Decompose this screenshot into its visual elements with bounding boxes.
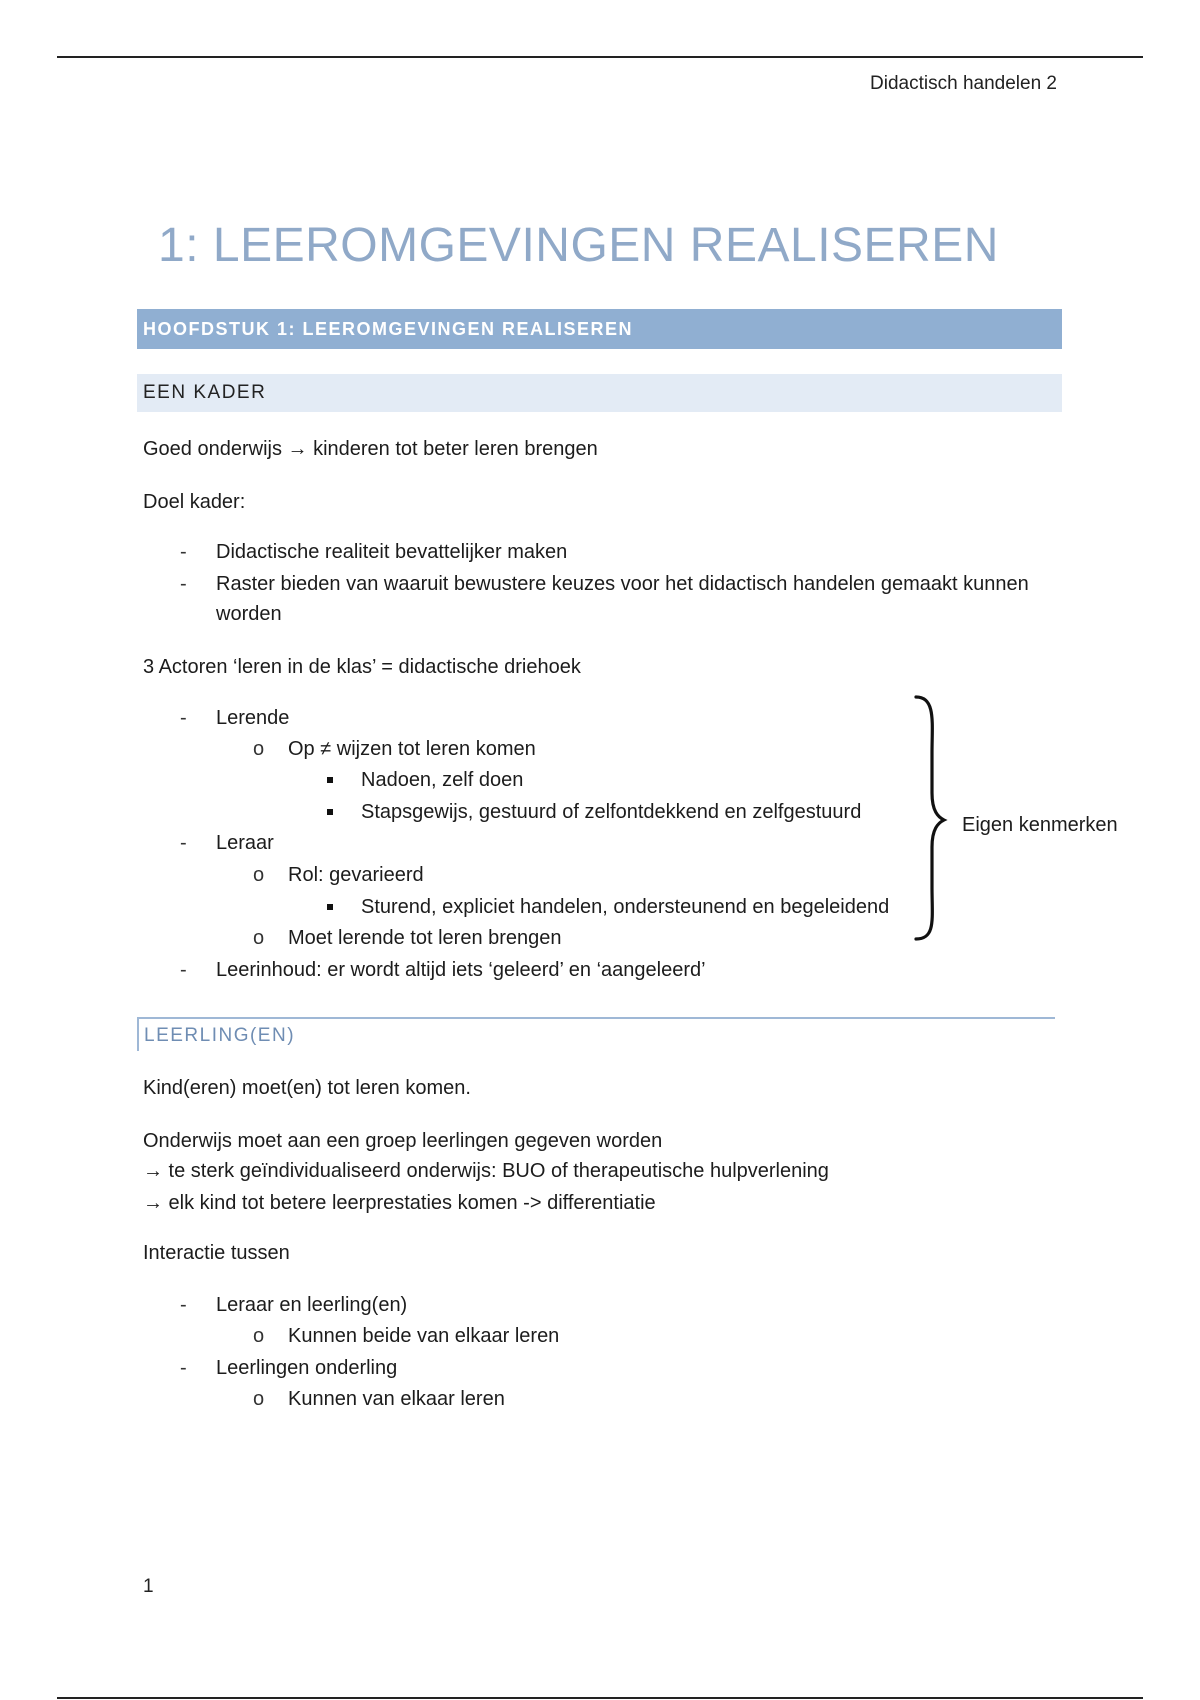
list-item-interactie: Leraar en leerling(en) xyxy=(216,1294,408,1316)
paragraph-goed-onderwijs: Goed onderwijs → kinderen tot beter leren brengen xyxy=(143,438,598,460)
running-header: Didactisch handelen 2 xyxy=(870,73,1057,94)
list-item-leerinhoud: Leerinhoud: er wordt altijd iets ‘geleerd’ en ‘aangeleerd’ xyxy=(216,959,706,981)
list-item-doel-continued: worden xyxy=(216,603,282,625)
sub-item-lerende: Op ≠ wijzen tot leren komen xyxy=(288,738,536,760)
page-number: 1 xyxy=(143,1576,154,1597)
list-item-lerende: Lerende xyxy=(216,707,290,729)
circle-bullet: o xyxy=(253,864,265,886)
list-item-doel: Raster bieden van waaruit bewustere keuzes voor het didactisch handelen gemaakt kunnen xyxy=(216,573,1029,595)
circle-bullet: o xyxy=(253,738,265,760)
sub-sub-item: Stapsgewijs, gestuurd of zelfontdekkend en zelfgestuurd xyxy=(361,801,862,823)
header-rule xyxy=(57,56,1143,58)
sub-item-interactie: Kunnen van elkaar leren xyxy=(288,1388,505,1410)
paragraph-actoren: 3 Actoren ‘leren in de klas’ = didactische driehoek xyxy=(143,656,581,678)
curly-brace xyxy=(910,693,950,943)
square-bullet xyxy=(327,777,333,783)
paragraph-kinderen: Kind(eren) moet(en) tot leren komen. xyxy=(143,1077,471,1099)
paragraph-interactie: Interactie tussen xyxy=(143,1242,290,1264)
square-bullet xyxy=(327,809,333,815)
document-title: 1: LEEROMGEVINGEN REALISEREN xyxy=(158,219,999,272)
paragraph-onderwijs-arrow: → te sterk geïndividualiseerd onderwijs: BUO of therapeutische hulpverlening xyxy=(143,1160,829,1182)
dash-bullet: - xyxy=(180,541,187,563)
dash-bullet: - xyxy=(180,832,187,854)
square-bullet xyxy=(327,904,333,910)
dash-bullet: - xyxy=(180,959,187,981)
dash-bullet: - xyxy=(180,1357,187,1379)
sub-sub-item: Sturend, expliciet handelen, ondersteunend en begeleidend xyxy=(361,896,890,918)
chapter-heading: HOOFDSTUK 1: LEEROMGEVINGEN REALISEREN xyxy=(137,309,1062,349)
circle-bullet: o xyxy=(253,1325,265,1347)
brace-label: Eigen kenmerken xyxy=(962,814,1118,836)
dash-bullet: - xyxy=(180,707,187,729)
list-item-doel: Didactische realiteit bevattelijker maken xyxy=(216,541,568,563)
circle-bullet: o xyxy=(253,927,265,949)
circle-bullet: o xyxy=(253,1388,265,1410)
paragraph-onderwijs-arrow: → elk kind tot betere leerprestaties komen -> differentiatie xyxy=(143,1192,656,1214)
paragraph-onderwijs: Onderwijs moet aan een groep leerlingen gegeven worden xyxy=(143,1130,663,1152)
sub-item-leraar-rol: Rol: gevarieerd xyxy=(288,864,424,886)
list-item-interactie: Leerlingen onderling xyxy=(216,1357,398,1379)
dash-bullet: - xyxy=(180,573,187,595)
list-item-leraar: Leraar xyxy=(216,832,274,854)
footer-rule xyxy=(57,1697,1143,1699)
section-heading-leerlingen: LEERLING(EN) xyxy=(137,1017,1055,1051)
paragraph-doel-kader: Doel kader: xyxy=(143,491,246,513)
sub-item-leraar-moet: Moet lerende tot leren brengen xyxy=(288,927,562,949)
section-heading-een-kader: EEN KADER xyxy=(137,374,1062,412)
sub-item-interactie: Kunnen beide van elkaar leren xyxy=(288,1325,560,1347)
dash-bullet: - xyxy=(180,1294,187,1316)
sub-sub-item: Nadoen, zelf doen xyxy=(361,769,524,791)
